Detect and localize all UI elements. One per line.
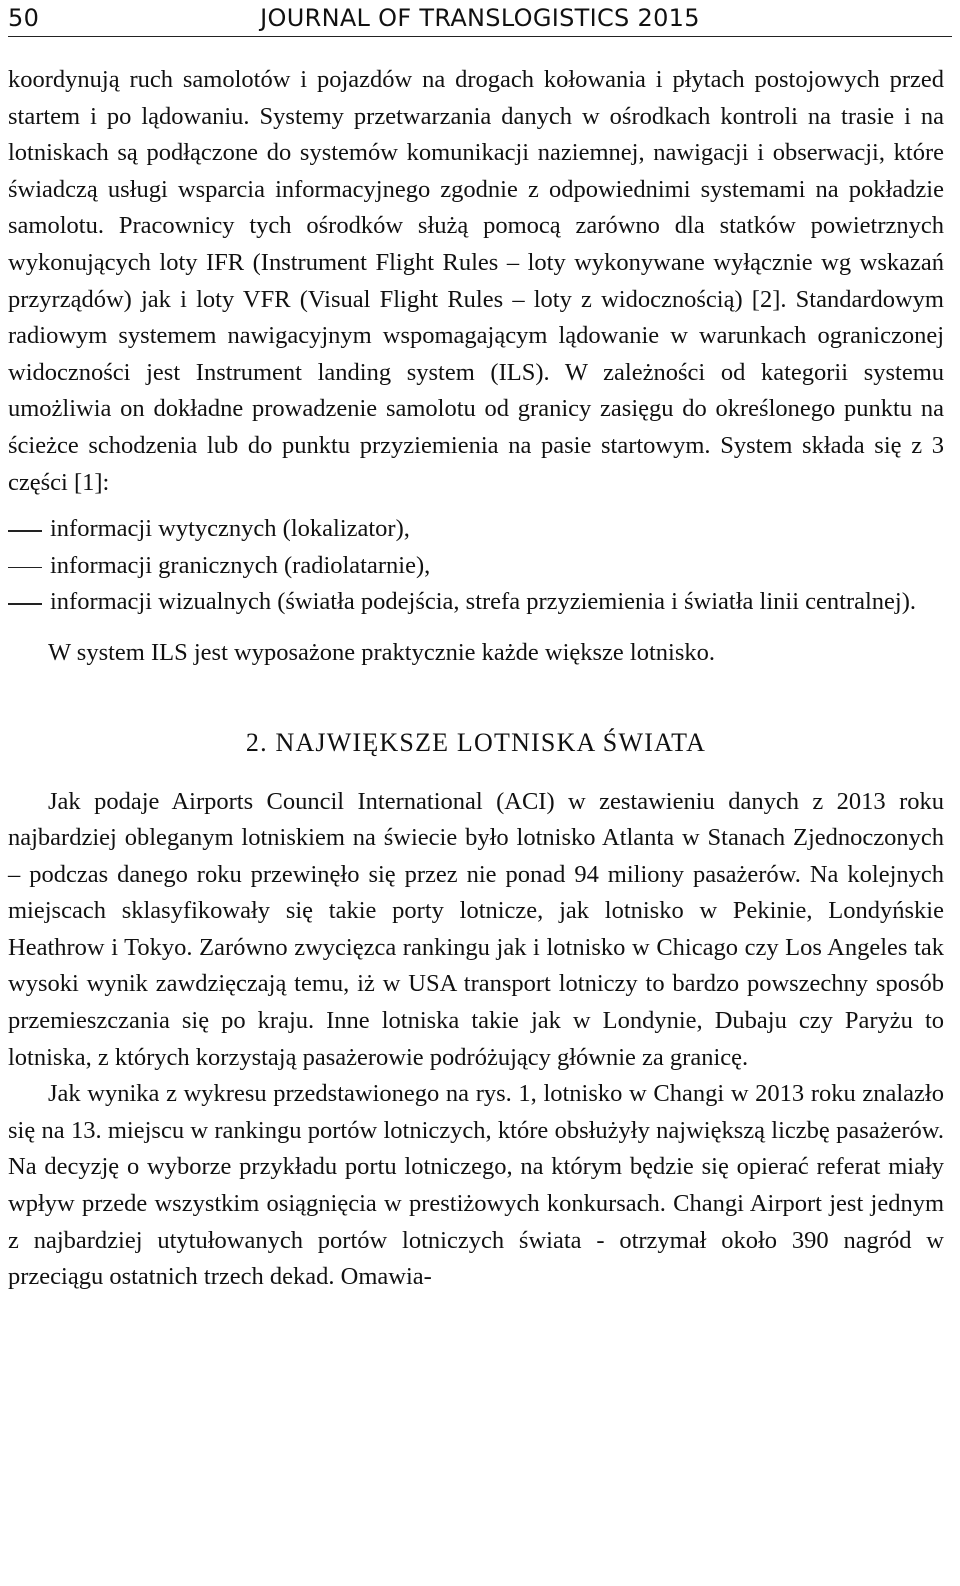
paragraph-aci-ranking: Jak podaje Airports Council International (ACI) w zestawieniu danych z 2013 roku najbardziej obleganym lotniskiem na świecie było lotnisko Atlanta w Stanach Zjednoczonych – podczas danego roku przewinęło się przez nie ponad 94 miliony pasażerów. Na kolejnych miejscach sklasyfikowały się takie porty lotnicze, jak lotnisko w Pekinie, Londyńskie Heathrow i Tokyo. Zarówno zwycięzca rankingu jak i lotnisko w Chicago czy Los Angeles tak wysoki wynik zawdzięczają temu, iż w USA transport lotniczy to bardzo powszechny sposób przemieszczania się po kraju. Inne lotniska takie jak w Londynie, Dubaju czy Paryżu to lotniska, z których korzystają pasażerowie podróżujący głównie za granicę.	[8, 787, 944, 1071]
paragraph-ils: koordynują ruch samolotów i pojazdów na drogach kołowania i płytach postojowych przed startem i po lądowaniu. Systemy przetwarzania danych w ośrodkach kontroli na trasie i na lotniskach są podłączone do systemów komunikacji naziemnej, nawigacji i obserwacji, które świadczą usługi wsparcia informacyjnego zgodnie z odpowiednimi systemami na pokładzie samolotu. Pracownicy tych ośrodków służą pomocą zarówno dla statków powietrznych wykonujących loty IFR (Instrument Flight Rules – loty wykonywane wyłącznie wg wskazań przyrządów) jak i loty VFR (Visual Flight Rules – loty z widocznością) [2]. Standardowym radiowym systemem nawigacyjnym wspomagającym lądowanie w warunkach ograniczonej widoczności jest Instrument landing system (ILS). W zależności od kategorii systemu umożliwia on dokładne prowadzenie samolotu od granicy zasięgu do określonego punktu na ścieżce schodzenia lub do punktu przyziemienia na pasie startowym. System składa się z 3 części [1]:	[8, 66, 944, 496]
list-item	[8, 584, 944, 621]
em-dash-bullet	[8, 567, 42, 569]
list-item	[8, 548, 944, 585]
em-dash-bullet	[8, 603, 42, 605]
section-heading	[8, 724, 944, 762]
journal-title: JOURNAL OF TRANSLOGISTICS 2015	[260, 4, 700, 32]
body-text	[8, 62, 944, 1296]
page-number: 50	[8, 4, 40, 32]
list-item-text: informacji wytycznych (lokalizator),	[50, 515, 410, 543]
running-header	[8, 0, 952, 37]
paragraph-ils-summary: W system ILS jest wyposażone praktycznie każde większe lotnisko.	[48, 638, 715, 666]
paragraph-changi: Jak wynika z wykresu przedstawionego na rys. 1, lotnisko w Changi w 2013 roku znalazło się na 13. miejscu w rankingu portów lotniczych, które obsłużyły największą liczbę pasażerów. Na decyzję o wyborze przykładu portu lotniczego, na którym będzie się opierać referat miały wpływ przede wszystkim osiągnięcia w prestiżowych konkursach. Changi Airport jest jednym z najbardziej utytułowanych portów lotniczych świata - otrzymał około 390 nagród w przeciągu ostatnich trzech dekad. Omawia-	[8, 1080, 944, 1291]
list-item-text: informacji wizualnych (światła podejścia, strefa przyziemienia i światła linii centralnej).	[50, 588, 917, 616]
ils-components-list	[8, 511, 944, 621]
em-dash-bullet	[8, 530, 42, 532]
section-title: NAJWIĘKSZE LOTNISKA ŚWIATA	[275, 727, 707, 757]
list-item	[8, 511, 944, 548]
section-number: 2.	[245, 727, 268, 757]
list-item-text: informacji granicznych (radiolatarnie),	[50, 551, 431, 579]
